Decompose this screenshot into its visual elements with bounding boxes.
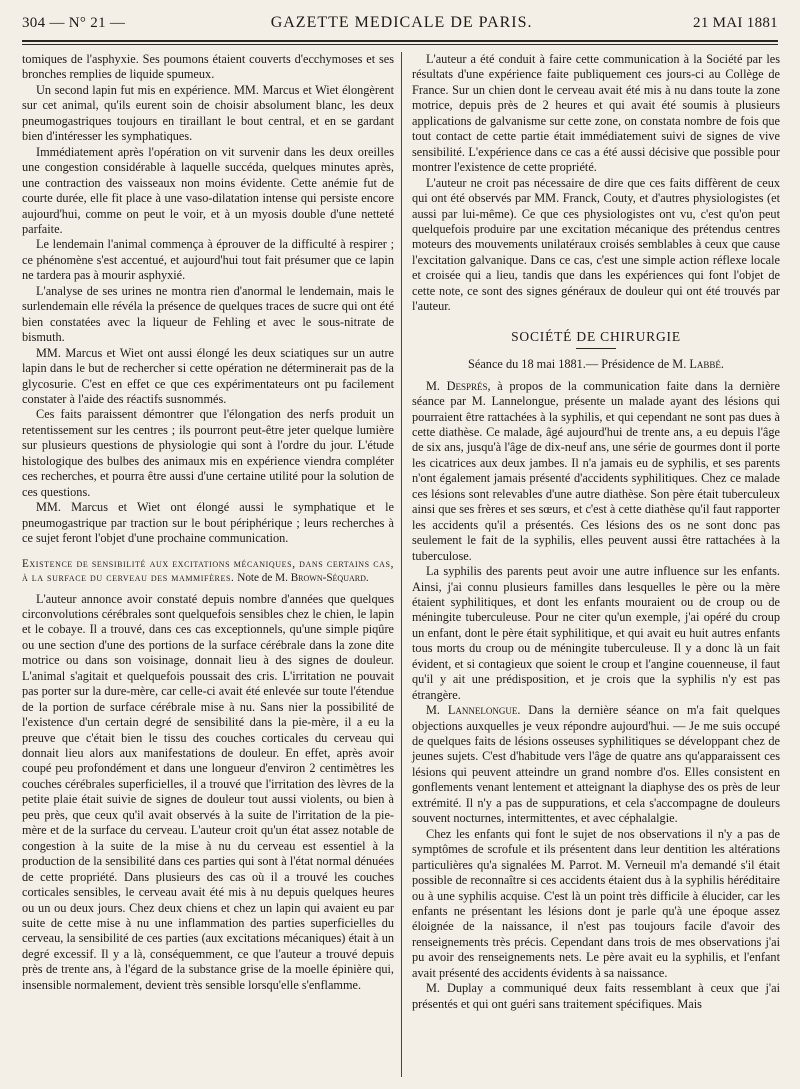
- speaker: M. Lannelongue.: [426, 703, 521, 718]
- paragraph: Immédiatement après l'opération on vit survenir dans les deux oreilles une congestion considérable à laquelle succéda, quelques minutes après, une contraction des vaisseaux non moins évidente. Cette anémie fut de courte durée, elle fit place à une vaso-dilatation intense qui persiste encore aujourd'hui, comme on peut le voir, et à un myosis double d'une netteté parfaite.: [22, 144, 394, 236]
- section-title: SOCIÉTÉ DE CHIRURGIE: [511, 328, 681, 344]
- page-number: 304 — N° 21 —: [22, 15, 126, 31]
- right-column: [412, 52, 780, 1012]
- paragraph: [412, 703, 780, 827]
- paragraph: Le lendemain l'animal commença à éprouver de la difficulté à respirer ; ce phénomène s'est accentué, et aujourd'hui tout fait présumer que ce lapin ne tardera pas à mourir asphyxié.: [22, 237, 394, 283]
- paragraph: [412, 827, 780, 982]
- paragraph: MM. Marcus et Wiet ont élongé aussi le symphatique et le pneumogastrique par traction sur le bout périphérique ; leurs recherches à ce sujet feront l'objet d'une prochaine communication.: [22, 500, 394, 546]
- paragraph-text: Chez les enfants qui font le sujet de nos observations il n'y a pas de symptômes de scrofule et ils présentent dans leur dentition les altérations particulières qu'a signalées M. Parrot. M. Verneuil m'a demandé s'il était possible de reconnaître si ces accidents étaient dus à la syphilis héréditaire ou à une syphilis acquise. C'est là un point très difficile à élucider, car les enfants ne présentant les lésions dont je parle qu'à une époque assez éloignée de la naissance, il n'est pas toujours facile d'avoir des renseignements très précis. Cependant dans trois de mes observations j'ai pu avoir des renseignements nets. Le père avait eu la syphilis, et l'enfant avait présenté des accidents évidents à sa naissance.: [412, 826, 780, 980]
- seance-line: [412, 357, 780, 372]
- paragraph-text: La syphilis des parents peut avoir une autre influence sur les enfants. Ainsi, j'ai connu plusieurs familles dans lesquelles le père ou la mère étaient syphilitiques, et dont les enfants mouraient ou de croup ou de méningite tuberculeuse. Pour ne citer qu'un exemple, j'ai opéré du croup un enfant, dont le père était syphilitique, et qui avait eu huit autres enfants tous morts du croup ou de méningite tuberculeuse. Il y a donc là un fait évident, et si contagieux que soient le croup et l'angine couenneuse, il faut qu'il y ait une prédisposition, et je crois que la syphilis n'y est pas étrangère.: [412, 564, 780, 702]
- paragraph: MM. Marcus et Wiet ont aussi élongé les deux sciatiques sur un autre lapin dans le but de rechercher si cette opération ne déterminerait pas de la glycosurie. C'est en effet ce que ces expérimentateurs ont pu facilement constater à l'aide des réactifs susnommés.: [22, 345, 394, 406]
- paragraph: L'auteur annonce avoir constaté depuis nombre d'années que quelques circonvolutions cérébrales sont quelquefois sensibles chez le chien, le lapin et le cobaye. Il a trouvé, dans ces cas exceptionnels, qu'une simple piqûre ou une section d'une des portions de la surface cérébrale dans la zone dite motrice ou dans son voisinage, donnait lieu à des signes de douleur. L'animal s'agitait et quelquefois poussait des cris. L'irritation ne pouvait pas porter sur la dure-mère, car celle-ci avait été enlevée sur toute l'étendue de la portion de surface cérébrale mise à nu. Sans nier la possibilité de l'existence d'un certain degré de sensibilité dans la pie-mère, il a eu la preuve que c'était bien le tissu des couches corticales du cerveau qui donnait lieu alors aux manifestations de douleur. En effet, après avoir coupé peu profondément et dans une longueur d'environ 2 centimètres les couches cérébrales superficielles, il a trouvé que l'irritation des lèvres de la petite plaie était suivie de signes de douleur tout aussi violents, ou bien à peu près, que ceux qu'il avait observés à la suite de l'irritation de la pie-mère et de la surface du cerveau. L'auteur croit qu'un état assez notable de congestion à la suite de la mise à nu du cerveau est essentiel à la production de la sensibilité dans ces parties qui sont à l'état normal dénuées de cette propriété. Dans plusieurs des cas où il a trouvé les couches corticales sensibles, le cerveau avait été mis à nu depuis quelques heures ou un ou deux jours. Chez deux chiens et chez un lapin qui avaient eu par suite de cette mise à nu une inflammation des parties superficielles du cerveau, la sensibilité de ces parties (aux excitations mécaniques) était à un degré excessif. Il y a là, conséquemment, ce que l'auteur a trouvé depuis près de trente ans, à l'égard de la substance grise de la moelle épinière qui, insensible normalement, devient très sensible lorsqu'elle s'enflamme.: [22, 591, 394, 992]
- page-header: [22, 14, 778, 40]
- issue-date: 21 MAI 1881: [693, 15, 778, 31]
- note-author: Brown-Séquard.: [290, 572, 369, 584]
- seance-prefix: Séance du 18 mai 1881.— Présidence de M.: [468, 357, 687, 372]
- paragraph: [412, 379, 780, 564]
- note-heading: [22, 557, 394, 586]
- paragraph: Un second lapin fut mis en expérience. MM. Marcus et Wiet élongèrent sur cet animal, qu'ils eurent soin de choisir absolument blanc, les deux pneumogastriques toujours en tiraillant le bout central, et en se gardant bien d'intéresser les symphatiques.: [22, 82, 394, 144]
- paragraph: L'auteur ne croit pas nécessaire de dire que ces faits diffèrent de ceux qui ont été observés par MM. Franck, Couty, et d'autres physiologistes (et aussi par lui-même). Ce que ces physiologistes ont vu, c'est qu'on peut quelquefois produire par une excitation mécanique des prétendus centres moteurs des mouvements unilatéraux croisés semblables à ceux que cause l'excitation galvanique. Dans ce cas, c'est une simple action réflexe locale et croisée qui a lieu, tandis que dans les expériences qui font l'objet de cette note, ce sont des signes généraux de douleur qui ont été trouvés par l'auteur.: [412, 175, 780, 314]
- paragraph-text: Dans la dernière séance on m'a fait quelques objections auxquelles je veux répondre aujourd'hui. — Je me suis occupé de quelques faits de lésions osseuses syphilitiques se développant chez de jeunes sujets. C'est d'habitude vers l'âge de quatre ans qu'apparaissent ces lésions qui peuvent atteindre un grand nombre d'os. Elles consistent en gonflements venant lentement et atteignant la diaphyse des os près de leur extrémité. Il n'y a pas de suppurations, et cela s'accompagne de douleurs souvent nocturnes, intermittentes, et avec céphalalgie.: [412, 703, 780, 826]
- header-rule-thin: [22, 44, 778, 45]
- paragraph-text: M. Duplay a communiqué deux faits ressemblant à ceux que j'ai présentés et qui ont guéri sans traitement spécifiques. Mais: [412, 981, 780, 1011]
- paragraph: [412, 564, 780, 703]
- paragraph: L'auteur a été conduit à faire cette communication à la Société par les résultats d'une expérience faite publiquement ces jours-ci au Collège de France. Sur un chien dont le cerveau avait été mis à nu dans toute la zone motrice, depuis près de 2 heures et qui avait été soumis à plusieurs applications de galvanisme sur cette zone, on constata nombre de fois que tout contact de cette partie était immédiatement suivi de signes de vive sensibilité. L'expérience dans ce cas a été aussi décisive que possible pour montrer l'existence de cette propriété.: [412, 52, 780, 175]
- paragraph-text: à propos de la communication faite dans la dernière séance par M. Lannelongue, présente un malade ayant des lésions qui pourraient être rattachées à la syphilis, et qui cependant ne sont pas dues à cette diathèse. Ce malade, âgé aujourd'hui de trente ans, a eu depuis l'âge de six ans, jusqu'à l'âge de dix-neuf ans, une série de gourmes dont il porte les cicatrices aux deux jambes. Il n'a jamais eu de syphilis, et ses parents n'ont également jamais présenté d'accidents syphilitiques. Chez ce malade ces lésions sont relevables d'une autre diathèse. Son père était tuberculeux ainsi que ses frères et ses sœurs, et c'est à cette diathèse qu'il faut rapporter les accidents qu'il a présentés. Ces lésions des os ne sont donc pas seulement le fait de la syphilis, elles peuvent aussi être rattachées à la tuberculose.: [412, 378, 780, 563]
- journal-title: GAZETTE MEDICALE DE PARIS.: [270, 14, 533, 31]
- paragraph: tomiques de l'asphyxie. Ses poumons étaient couverts d'ecchymoses et ses bronches remplies de liquide spumeux.: [22, 52, 394, 82]
- note-prefix: Note de M.: [237, 572, 288, 584]
- speaker: M. Després,: [426, 378, 491, 393]
- header-rule-thick: [22, 40, 778, 42]
- section-rule: [576, 348, 616, 349]
- column-divider: [401, 52, 402, 1077]
- left-column: [22, 52, 394, 993]
- paragraph: Ces faits paraissent démontrer que l'élongation des nerfs produit un retentissement sur les centres ; ils pourront peut-être jeter quelque lumière sur plusieurs questions de physiologie qui sont à l'ordre du jour. L'étude histologique des bulbes des animaux mis en expérience viendra compléter ces recherches, et pourra être aussi d'une certaine utilité pour la solution de ces questions.: [22, 407, 394, 499]
- note-title: Existence de sensibilité aux excitations mécaniques, dans certains cas, à la surface du cerveau des mammifères.: [22, 557, 394, 584]
- paragraph: L'analyse de ses urines ne montra rien d'anormal le lendemain, mais le surlendemain elle révéla la présence de quelques traces de sucre qui ont été bien constatées avec la liqueur de Fehling et avec le sous-nitrate de bismuth.: [22, 283, 394, 345]
- seance-president: Labbé.: [689, 357, 724, 372]
- paragraph: [412, 981, 780, 1012]
